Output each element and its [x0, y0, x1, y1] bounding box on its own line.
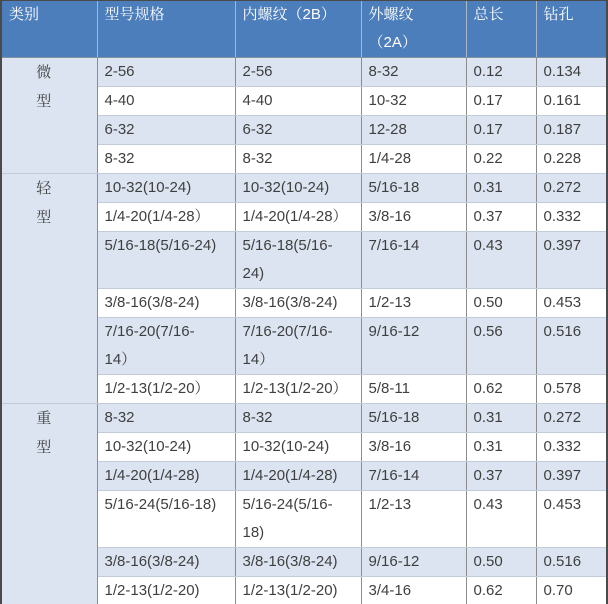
spec-cell: 0.17	[466, 116, 536, 145]
spec-cell: 7/16-20(7/16- 14）	[235, 318, 361, 375]
spec-cell: 0.578	[536, 375, 606, 404]
spec-cell: 10-32	[361, 87, 466, 116]
header-row	[2, 1, 606, 58]
spec-cell: 1/4-28	[361, 145, 466, 174]
spec-cell: 5/16-24(5/16- 18)	[235, 491, 361, 548]
spec-cell: 0.43	[466, 491, 536, 548]
spec-cell: 0.161	[536, 87, 606, 116]
spec-cell: 5/16-18(5/16- 24)	[235, 232, 361, 289]
spec-cell: 3/8-16	[361, 203, 466, 232]
spec-cell: 1/2-13(1/2-20）	[235, 375, 361, 404]
category-cell: 轻 型	[2, 174, 97, 404]
spec-cell: 3/8-16(3/8-24)	[97, 289, 235, 318]
spec-cell: 6-32	[97, 116, 235, 145]
spec-cell: 5/16-18(5/16-24)	[97, 232, 235, 289]
spec-cell: 8-32	[361, 58, 466, 87]
header-cell: 内螺纹（2B）	[235, 1, 361, 58]
spec-cell: 0.31	[466, 433, 536, 462]
header-cell: 外螺纹 （2A）	[361, 1, 466, 58]
spec-cell: 0.332	[536, 433, 606, 462]
spec-cell: 0.453	[536, 491, 606, 548]
header-cell: 总长	[466, 1, 536, 58]
spec-cell: 0.50	[466, 548, 536, 577]
spec-cell: 2-56	[235, 58, 361, 87]
spec-cell: 1/4-20(1/4-28）	[97, 203, 235, 232]
spec-cell: 0.187	[536, 116, 606, 145]
table-row	[2, 58, 606, 87]
spec-table	[2, 1, 606, 604]
category-cell: 微 型	[2, 58, 97, 174]
spec-cell: 3/8-16(3/8-24)	[235, 289, 361, 318]
spec-cell: 0.31	[466, 404, 536, 433]
table-body	[2, 58, 606, 604]
spec-cell: 1/2-13(1/2-20）	[97, 375, 235, 404]
spec-cell: 8-32	[97, 404, 235, 433]
spec-cell: 10-32(10-24)	[97, 433, 235, 462]
spec-cell: 9/16-12	[361, 548, 466, 577]
spec-cell: 0.50	[466, 289, 536, 318]
spec-cell: 2-56	[97, 58, 235, 87]
spec-cell: 0.62	[466, 375, 536, 404]
spec-cell: 5/16-18	[361, 174, 466, 203]
spec-cell: 0.22	[466, 145, 536, 174]
spec-cell: 3/8-16	[361, 433, 466, 462]
spec-cell: 0.272	[536, 404, 606, 433]
header-cell: 类别	[2, 1, 97, 58]
spec-cell: 3/4-16	[361, 577, 466, 604]
spec-cell: 1/4-20(1/4-28）	[235, 203, 361, 232]
table-row	[2, 404, 606, 433]
spec-cell: 0.272	[536, 174, 606, 203]
spec-cell: 0.516	[536, 548, 606, 577]
spec-cell: 0.12	[466, 58, 536, 87]
spec-cell: 5/8-11	[361, 375, 466, 404]
spec-cell: 3/8-16(3/8-24)	[97, 548, 235, 577]
spec-cell: 1/2-13(1/2-20)	[235, 577, 361, 604]
spec-cell: 6-32	[235, 116, 361, 145]
spec-cell: 0.332	[536, 203, 606, 232]
spec-cell: 1/4-20(1/4-28)	[235, 462, 361, 491]
spec-cell: 10-32(10-24)	[235, 433, 361, 462]
spec-cell: 8-32	[235, 404, 361, 433]
spec-cell: 0.516	[536, 318, 606, 375]
spec-cell: 8-32	[97, 145, 235, 174]
spec-cell: 9/16-12	[361, 318, 466, 375]
spec-cell: 1/2-13	[361, 289, 466, 318]
spec-cell: 1/4-20(1/4-28)	[97, 462, 235, 491]
spec-cell: 0.37	[466, 462, 536, 491]
spec-cell: 1/2-13	[361, 491, 466, 548]
spec-cell: 0.17	[466, 87, 536, 116]
category-cell: 重 型	[2, 404, 97, 604]
spec-cell: 0.228	[536, 145, 606, 174]
spec-cell: 0.43	[466, 232, 536, 289]
spec-cell: 8-32	[235, 145, 361, 174]
spec-cell: 7/16-14	[361, 462, 466, 491]
spec-cell: 3/8-16(3/8-24)	[235, 548, 361, 577]
spec-cell: 10-32(10-24)	[235, 174, 361, 203]
spec-cell: 0.56	[466, 318, 536, 375]
spec-cell: 1/2-13(1/2-20)	[97, 577, 235, 604]
header-cell: 钻孔	[536, 1, 606, 58]
spec-cell: 0.453	[536, 289, 606, 318]
spec-cell: 0.397	[536, 462, 606, 491]
spec-cell: 0.397	[536, 232, 606, 289]
header-cell: 型号规格	[97, 1, 235, 58]
spec-cell: 7/16-20(7/16- 14）	[97, 318, 235, 375]
table-row	[2, 174, 606, 203]
spec-cell: 0.31	[466, 174, 536, 203]
spec-cell: 5/16-18	[361, 404, 466, 433]
spec-cell: 7/16-14	[361, 232, 466, 289]
spec-cell: 0.62	[466, 577, 536, 604]
spec-cell: 12-28	[361, 116, 466, 145]
spec-cell: 5/16-24(5/16-18)	[97, 491, 235, 548]
spec-cell: 0.37	[466, 203, 536, 232]
spec-cell: 4-40	[97, 87, 235, 116]
spec-cell: 0.70	[536, 577, 606, 604]
spec-cell: 0.134	[536, 58, 606, 87]
spec-cell: 4-40	[235, 87, 361, 116]
spec-cell: 10-32(10-24)	[97, 174, 235, 203]
